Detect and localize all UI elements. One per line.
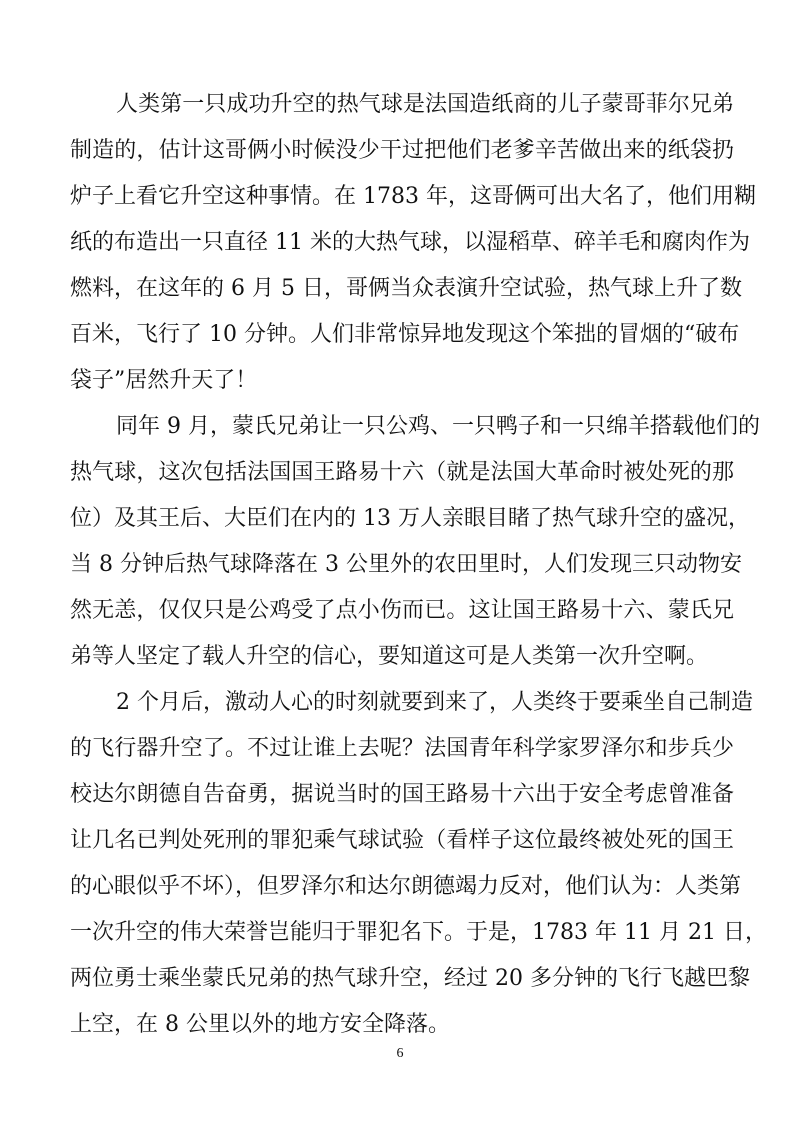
body-text xyxy=(70,82,767,1048)
text-line: 热气球，这次包括法国国王路易十六（就是法国大革命时被处死的那 xyxy=(70,460,734,485)
text-line: 制造的，估计这哥俩小时候没少干过把他们老爹辛苦做出来的纸袋扔 xyxy=(70,138,734,163)
text-line: 校达尔朗德自告奋勇，据说当时的国王路易十六出于安全考虑曾准备 xyxy=(70,782,734,807)
text-line: 人类第一只成功升空的热气球是法国造纸商的儿子蒙哥菲尔兄弟 xyxy=(116,92,734,117)
text-line: 燃料，在这年的 6 月 5 日，哥俩当众表演升空试验，热气球上升了数 xyxy=(70,276,742,301)
page-number: 6 xyxy=(396,1046,404,1061)
paragraph-2 xyxy=(70,404,760,680)
text-line: 袋子”居然升天了！ xyxy=(70,368,258,393)
text-line: 的心眼似乎不坏），但罗泽尔和达尔朗德竭力反对，他们认为：人类第 xyxy=(70,874,742,899)
text-line: 百米，飞行了 10 分钟。人们非常惊异地发现这个笨拙的冒烟的“破布 xyxy=(70,322,740,347)
paragraph-1 xyxy=(70,82,756,404)
text-line: 纸的布造出一只直径 11 米的大热气球，以湿稻草、碎羊毛和腐肉作为 xyxy=(70,230,750,255)
text-line: 让几名已判处死刑的罪犯乘气球试验（看样子这位最终被处死的国王 xyxy=(70,828,734,853)
paragraph-3 xyxy=(70,680,767,1048)
text-line: 炉子上看它升空这种事情。在 1783 年，这哥俩可出大名了，他们用糊 xyxy=(70,184,756,209)
text-line: 的飞行器升空了。不过让谁上去呢？法国青年科学家罗泽尔和步兵少 xyxy=(70,736,734,761)
text-line: 当 8 分钟后热气球降落在 3 公里外的农田里时，人们发现三只动物安 xyxy=(70,552,742,577)
text-line: 弟等人坚定了载人升空的信心，要知道这可是人类第一次升空啊。 xyxy=(70,644,709,669)
text-line: 上空，在 8 公里以外的地方安全降落。 xyxy=(70,1012,450,1037)
text-line: 位）及其王后、大臣们在内的 13 万人亲眼目睹了热气球升空的盛况， xyxy=(70,506,750,531)
text-line: 两位勇士乘坐蒙氏兄弟的热气球升空，经过 20 多分钟的飞行飞越巴黎 xyxy=(70,966,750,991)
text-line: 然无恙，仅仅只是公鸡受了点小伤而已。这让国王路易十六、蒙氏兄 xyxy=(70,598,734,623)
text-line: 2 个月后，激动人心的时刻就要到来了，人类终于要乘坐自己制造 xyxy=(116,690,753,715)
text-line: 同年 9 月，蒙氏兄弟让一只公鸡、一只鸭子和一只绵羊搭载他们的 xyxy=(116,414,760,439)
text-line: 一次升空的伟大荣誉岂能归于罪犯名下。于是，1783 年 11 月 21 日， xyxy=(70,920,767,945)
